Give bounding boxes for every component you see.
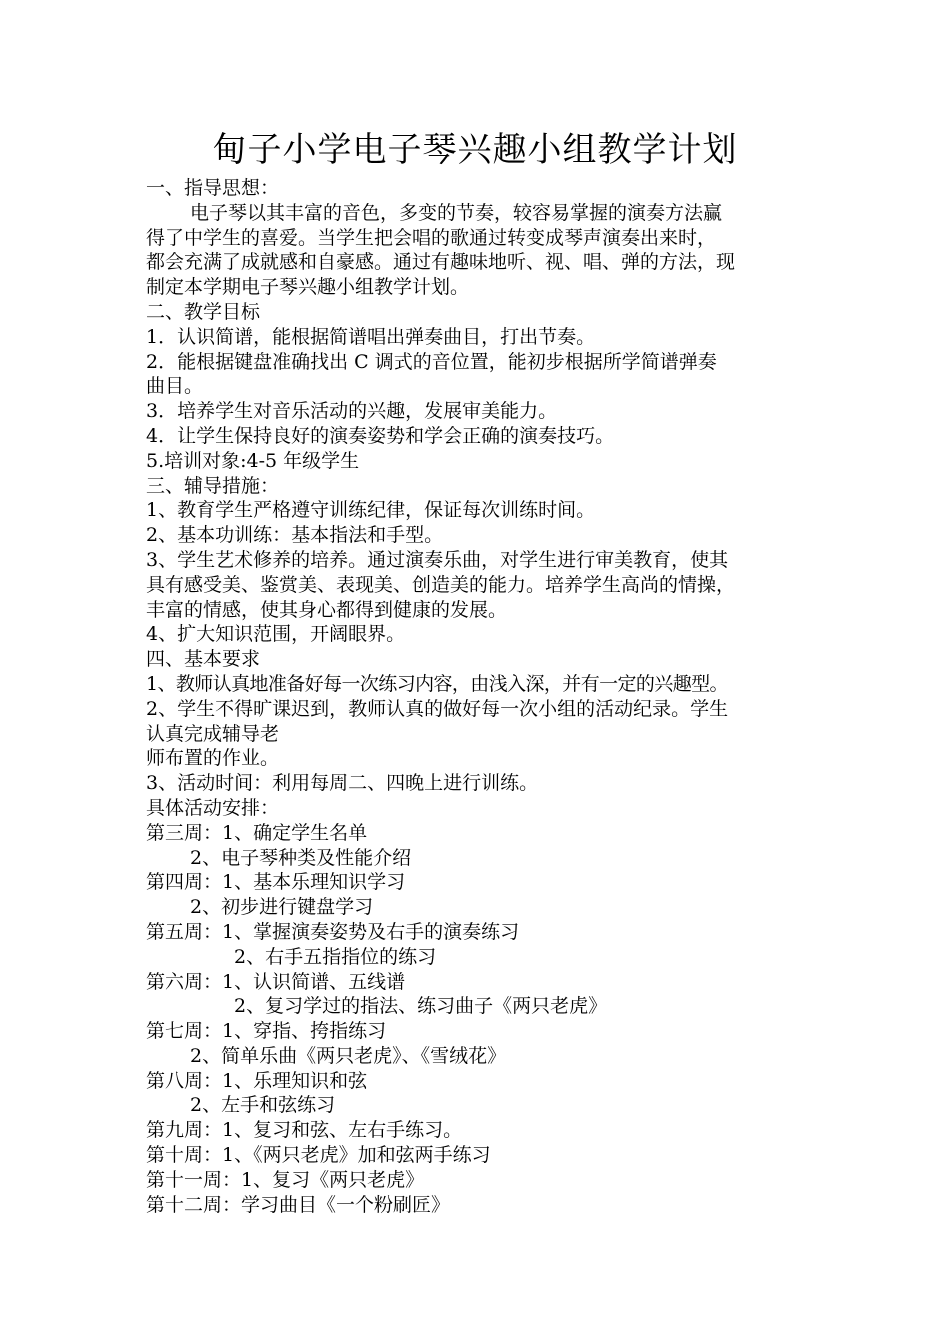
- text-line: 具体活动安排：: [146, 796, 280, 819]
- text-line: 一、指导思想：: [146, 177, 280, 199]
- text-line: 1．认识简谱，能根据简谱唱出弹奏曲目，打出节奏。: [146, 325, 596, 348]
- text-line: 电子琴以其丰富的音色，多变的节奏，较容易掌握的演奏方法赢: [190, 201, 723, 224]
- text-line: 2、复习学过的指法、练习曲子《两只老虎》: [234, 995, 608, 1018]
- text-line: 3．培养学生对音乐活动的兴趣，发展审美能力。: [146, 400, 558, 423]
- text-line: 第十二周：学习曲目《一个粉刷匠》: [146, 1193, 451, 1216]
- text-line: 四、基本要求: [146, 648, 261, 671]
- text-line: 2、学生不得旷课迟到，教师认真的做好每一次小组的活动纪录。学生: [146, 697, 729, 720]
- text-line: 5.培训对象:4-5 年级学生: [146, 449, 360, 472]
- text-line: 师布置的作业。: [146, 747, 280, 770]
- text-line: 制定本学期电子琴兴趣小组教学计划。: [146, 276, 470, 299]
- text-line: 得了中学生的喜爱。当学生把会唱的歌通过转变成琴声演奏出来时，: [146, 226, 717, 249]
- text-line: 2、左手和弦练习: [190, 1094, 336, 1117]
- text-line: 第五周：1、掌握演奏姿势及右手的演奏练习: [146, 920, 520, 943]
- text-line: 2、简单乐曲《两只老虎》、《雪绒花》: [190, 1044, 507, 1067]
- text-line: 2．能根据键盘准确找出 C 调式的音位置，能初步根据所学简谱弹奏: [146, 350, 717, 373]
- text-line: 丰富的情感，使其身心都得到健康的发展。: [146, 598, 508, 621]
- document-title: 甸子小学电子琴兴趣小组教学计划: [212, 130, 738, 170]
- text-line: 第四周：1、基本乐理知识学习: [146, 871, 406, 894]
- text-line: 第七周：1、穿指、挎指练习: [146, 1020, 387, 1043]
- text-line: 1、教师认真地准备好每一次练习内容，由浅入深，并有一定的兴趣型。: [146, 672, 728, 695]
- text-line: 第八周：1、乐理知识和弦: [146, 1069, 368, 1092]
- text-line: 具有感受美、鉴赏美、表现美、创造美的能力。培养学生高尚的情操，: [146, 573, 736, 596]
- text-line: 4、扩大知识范围，开阔眼界。: [146, 623, 406, 646]
- text-line: 第六周：1、认识简谱、五线谱: [146, 970, 406, 993]
- document-body: [146, 176, 826, 1217]
- text-line: 2、初步进行键盘学习: [190, 896, 374, 919]
- text-line: 第三周：1、确定学生名单: [146, 821, 368, 844]
- text-line: 2、电子琴种类及性能介绍: [190, 846, 412, 869]
- text-line: 认真完成辅导老: [146, 722, 280, 745]
- text-line: 2、右手五指指位的练习: [234, 945, 437, 968]
- text-line: 三、辅导措施：: [146, 474, 280, 497]
- text-line: 4．让学生保持良好的演奏姿势和学会正确的演奏技巧。: [146, 424, 615, 447]
- text-line: 都会充满了成就感和自豪感。通过有趣味地听、视、唱、弹的方法，现: [146, 251, 736, 274]
- text-line: 第九周：1、复习和弦、左右手练习。: [146, 1119, 463, 1142]
- text-line: 3、活动时间：利用每周二、四晚上进行训练。: [146, 772, 539, 795]
- text-line: 曲目。: [146, 375, 204, 398]
- text-line: 1、教育学生严格遵守训练纪律，保证每次训练时间。: [146, 499, 596, 522]
- text-line: 3、学生艺术修养的培养。通过演奏乐曲，对学生进行审美教育，使其: [146, 548, 729, 571]
- text-line: 二、教学目标: [146, 300, 261, 323]
- text-line: 第十周：1、《两只老虎》加和弦两手练习: [146, 1144, 491, 1167]
- text-line: 第十一周：1、复习《两只老虎》: [146, 1168, 425, 1191]
- text-line: 2、基本功训练：基本指法和手型。: [146, 524, 444, 547]
